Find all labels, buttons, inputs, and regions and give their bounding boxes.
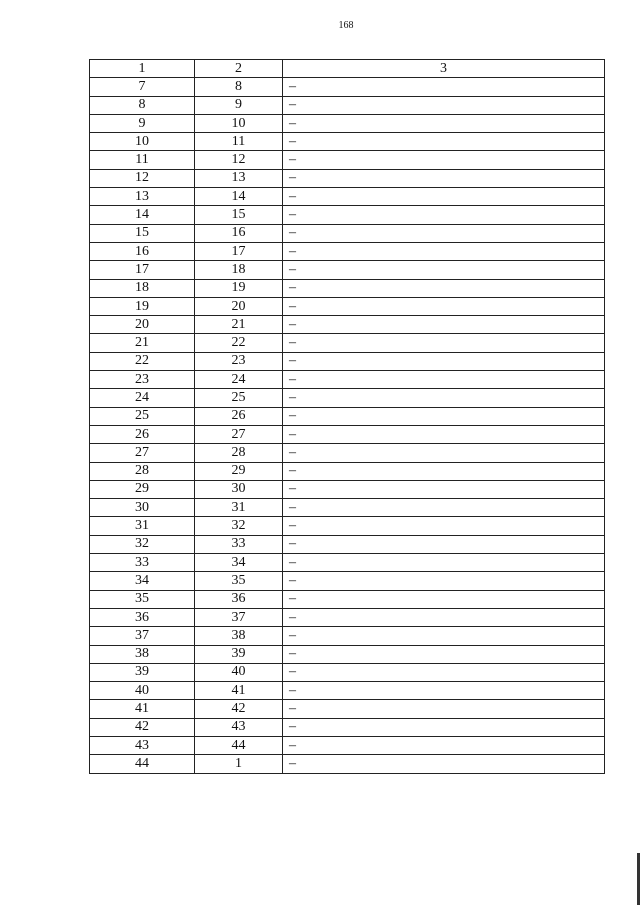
table-cell-col-2: 24 xyxy=(195,371,283,389)
table-cell-col-1: 20 xyxy=(90,316,195,334)
table-cell-col-2: 29 xyxy=(195,462,283,480)
table-cell-col-1: 17 xyxy=(90,261,195,279)
table-cell-col-1: 10 xyxy=(90,133,195,151)
table-cell-col-2: 14 xyxy=(195,188,283,206)
table-row xyxy=(90,279,605,297)
table-cell-col-1: 27 xyxy=(90,444,195,462)
table-cell-col-3: – xyxy=(283,462,605,480)
table-cell-col-1: 14 xyxy=(90,206,195,224)
table-cell-col-1: 38 xyxy=(90,645,195,663)
table-cell-col-2: 31 xyxy=(195,499,283,517)
table-cell-col-3: – xyxy=(283,389,605,407)
table-cell-col-3: – xyxy=(283,645,605,663)
table-cell-col-2: 32 xyxy=(195,517,283,535)
table-cell-col-2: 11 xyxy=(195,133,283,151)
table-cell-col-1: 28 xyxy=(90,462,195,480)
table-cell-col-3: – xyxy=(283,444,605,462)
table-cell-col-1: 40 xyxy=(90,682,195,700)
table-cell-col-2: 33 xyxy=(195,535,283,553)
table-row xyxy=(90,700,605,718)
table-row xyxy=(90,517,605,535)
table-row xyxy=(90,425,605,443)
table-cell-col-1: 9 xyxy=(90,114,195,132)
table-cell-col-3: – xyxy=(283,188,605,206)
table-row xyxy=(90,297,605,315)
table-row xyxy=(90,389,605,407)
table-cell-col-2: 40 xyxy=(195,663,283,681)
table-row xyxy=(90,462,605,480)
table-cell-col-2: 23 xyxy=(195,352,283,370)
table-cell-col-2: 34 xyxy=(195,554,283,572)
table-cell-col-2: 27 xyxy=(195,425,283,443)
table-row xyxy=(90,444,605,462)
table-cell-col-3: – xyxy=(283,480,605,498)
table-row xyxy=(90,590,605,608)
table-cell-col-3: – xyxy=(283,627,605,645)
table-cell-col-3: – xyxy=(283,133,605,151)
table-row xyxy=(90,736,605,754)
table-cell-col-2: 44 xyxy=(195,736,283,754)
table-cell-col-2: 21 xyxy=(195,316,283,334)
table-row xyxy=(90,261,605,279)
table-cell-col-2: 1 xyxy=(195,755,283,773)
table-cell-col-3: – xyxy=(283,224,605,242)
table-cell-col-1: 16 xyxy=(90,242,195,260)
table-cell-col-3: – xyxy=(283,242,605,260)
table-cell-col-3: – xyxy=(283,334,605,352)
table-cell-col-2: 20 xyxy=(195,297,283,315)
table-row xyxy=(90,78,605,96)
table-row xyxy=(90,663,605,681)
table-row xyxy=(90,224,605,242)
table-cell-col-1: 37 xyxy=(90,627,195,645)
table-cell-col-3: – xyxy=(283,261,605,279)
table-cell-col-3: – xyxy=(283,151,605,169)
table-cell-col-1: 19 xyxy=(90,297,195,315)
table-cell-col-1: 34 xyxy=(90,572,195,590)
table-cell-col-1: 32 xyxy=(90,535,195,553)
table-cell-col-3: – xyxy=(283,700,605,718)
header-cell-1: 1 xyxy=(90,60,195,78)
table-row xyxy=(90,316,605,334)
table-cell-col-2: 41 xyxy=(195,682,283,700)
table-cell-col-3: – xyxy=(283,206,605,224)
table-row xyxy=(90,114,605,132)
header-cell-3: 3 xyxy=(283,60,605,78)
table-header-row xyxy=(90,60,605,78)
table-row xyxy=(90,682,605,700)
table-cell-col-2: 13 xyxy=(195,169,283,187)
table-cell-col-2: 22 xyxy=(195,334,283,352)
table-cell-col-1: 11 xyxy=(90,151,195,169)
table-row xyxy=(90,371,605,389)
table-cell-col-3: – xyxy=(283,316,605,334)
table-cell-col-1: 30 xyxy=(90,499,195,517)
table-row xyxy=(90,535,605,553)
table-cell-col-2: 26 xyxy=(195,407,283,425)
table-cell-col-3: – xyxy=(283,425,605,443)
table-cell-col-2: 10 xyxy=(195,114,283,132)
table-row xyxy=(90,407,605,425)
table-cell-col-3: – xyxy=(283,572,605,590)
table-cell-col-1: 42 xyxy=(90,718,195,736)
table-row xyxy=(90,169,605,187)
page-number: 168 xyxy=(338,20,354,31)
data-table xyxy=(89,59,605,774)
table-cell-col-1: 13 xyxy=(90,188,195,206)
table-cell-col-2: 37 xyxy=(195,608,283,626)
table-row xyxy=(90,352,605,370)
table-row xyxy=(90,188,605,206)
table-cell-col-2: 19 xyxy=(195,279,283,297)
table-cell-col-1: 41 xyxy=(90,700,195,718)
table-cell-col-1: 31 xyxy=(90,517,195,535)
table-row xyxy=(90,480,605,498)
table-cell-col-1: 21 xyxy=(90,334,195,352)
table-cell-col-1: 33 xyxy=(90,554,195,572)
table-row xyxy=(90,755,605,773)
table-cell-col-3: – xyxy=(283,96,605,114)
table-cell-col-3: – xyxy=(283,407,605,425)
table-cell-col-2: 39 xyxy=(195,645,283,663)
table-cell-col-2: 17 xyxy=(195,242,283,260)
table-cell-col-3: – xyxy=(283,352,605,370)
table-cell-col-3: – xyxy=(283,608,605,626)
table-cell-col-3: – xyxy=(283,663,605,681)
table-cell-col-3: – xyxy=(283,718,605,736)
table-cell-col-1: 8 xyxy=(90,96,195,114)
table-cell-col-1: 44 xyxy=(90,755,195,773)
table-cell-col-2: 18 xyxy=(195,261,283,279)
table-cell-col-2: 36 xyxy=(195,590,283,608)
table-cell-col-3: – xyxy=(283,535,605,553)
table-cell-col-3: – xyxy=(283,371,605,389)
table-cell-col-2: 43 xyxy=(195,718,283,736)
table-row xyxy=(90,608,605,626)
table-cell-col-3: – xyxy=(283,736,605,754)
table-cell-col-3: – xyxy=(283,554,605,572)
table-cell-col-2: 16 xyxy=(195,224,283,242)
table-cell-col-2: 35 xyxy=(195,572,283,590)
table-cell-col-1: 29 xyxy=(90,480,195,498)
table-row xyxy=(90,96,605,114)
table-cell-col-1: 35 xyxy=(90,590,195,608)
table-cell-col-2: 30 xyxy=(195,480,283,498)
table-cell-col-2: 9 xyxy=(195,96,283,114)
table-row xyxy=(90,133,605,151)
table-cell-col-3: – xyxy=(283,78,605,96)
table-row xyxy=(90,627,605,645)
table-cell-col-3: – xyxy=(283,169,605,187)
table-cell-col-2: 38 xyxy=(195,627,283,645)
table-cell-col-3: – xyxy=(283,499,605,517)
table-cell-col-2: 8 xyxy=(195,78,283,96)
table-cell-col-1: 7 xyxy=(90,78,195,96)
table-row xyxy=(90,206,605,224)
table-row xyxy=(90,572,605,590)
table-cell-col-3: – xyxy=(283,517,605,535)
table-cell-col-1: 25 xyxy=(90,407,195,425)
table-cell-col-3: – xyxy=(283,682,605,700)
table-cell-col-2: 25 xyxy=(195,389,283,407)
table-cell-col-2: 42 xyxy=(195,700,283,718)
table-row xyxy=(90,554,605,572)
table-cell-col-1: 15 xyxy=(90,224,195,242)
table-cell-col-1: 24 xyxy=(90,389,195,407)
table-row xyxy=(90,499,605,517)
table-row xyxy=(90,242,605,260)
table-row xyxy=(90,645,605,663)
table-cell-col-1: 26 xyxy=(90,425,195,443)
table-cell-col-1: 39 xyxy=(90,663,195,681)
table-body xyxy=(90,60,605,774)
table-cell-col-2: 28 xyxy=(195,444,283,462)
table-cell-col-2: 15 xyxy=(195,206,283,224)
table-row xyxy=(90,718,605,736)
table-row xyxy=(90,334,605,352)
table-cell-col-3: – xyxy=(283,590,605,608)
table-cell-col-2: 12 xyxy=(195,151,283,169)
table-cell-col-1: 12 xyxy=(90,169,195,187)
table-cell-col-1: 18 xyxy=(90,279,195,297)
table-cell-col-1: 22 xyxy=(90,352,195,370)
table-cell-col-1: 36 xyxy=(90,608,195,626)
table-row xyxy=(90,151,605,169)
header-cell-2: 2 xyxy=(195,60,283,78)
table-cell-col-3: – xyxy=(283,755,605,773)
table-cell-col-3: – xyxy=(283,114,605,132)
table-cell-col-1: 23 xyxy=(90,371,195,389)
table-cell-col-1: 43 xyxy=(90,736,195,754)
table-cell-col-3: – xyxy=(283,279,605,297)
table-cell-col-3: – xyxy=(283,297,605,315)
